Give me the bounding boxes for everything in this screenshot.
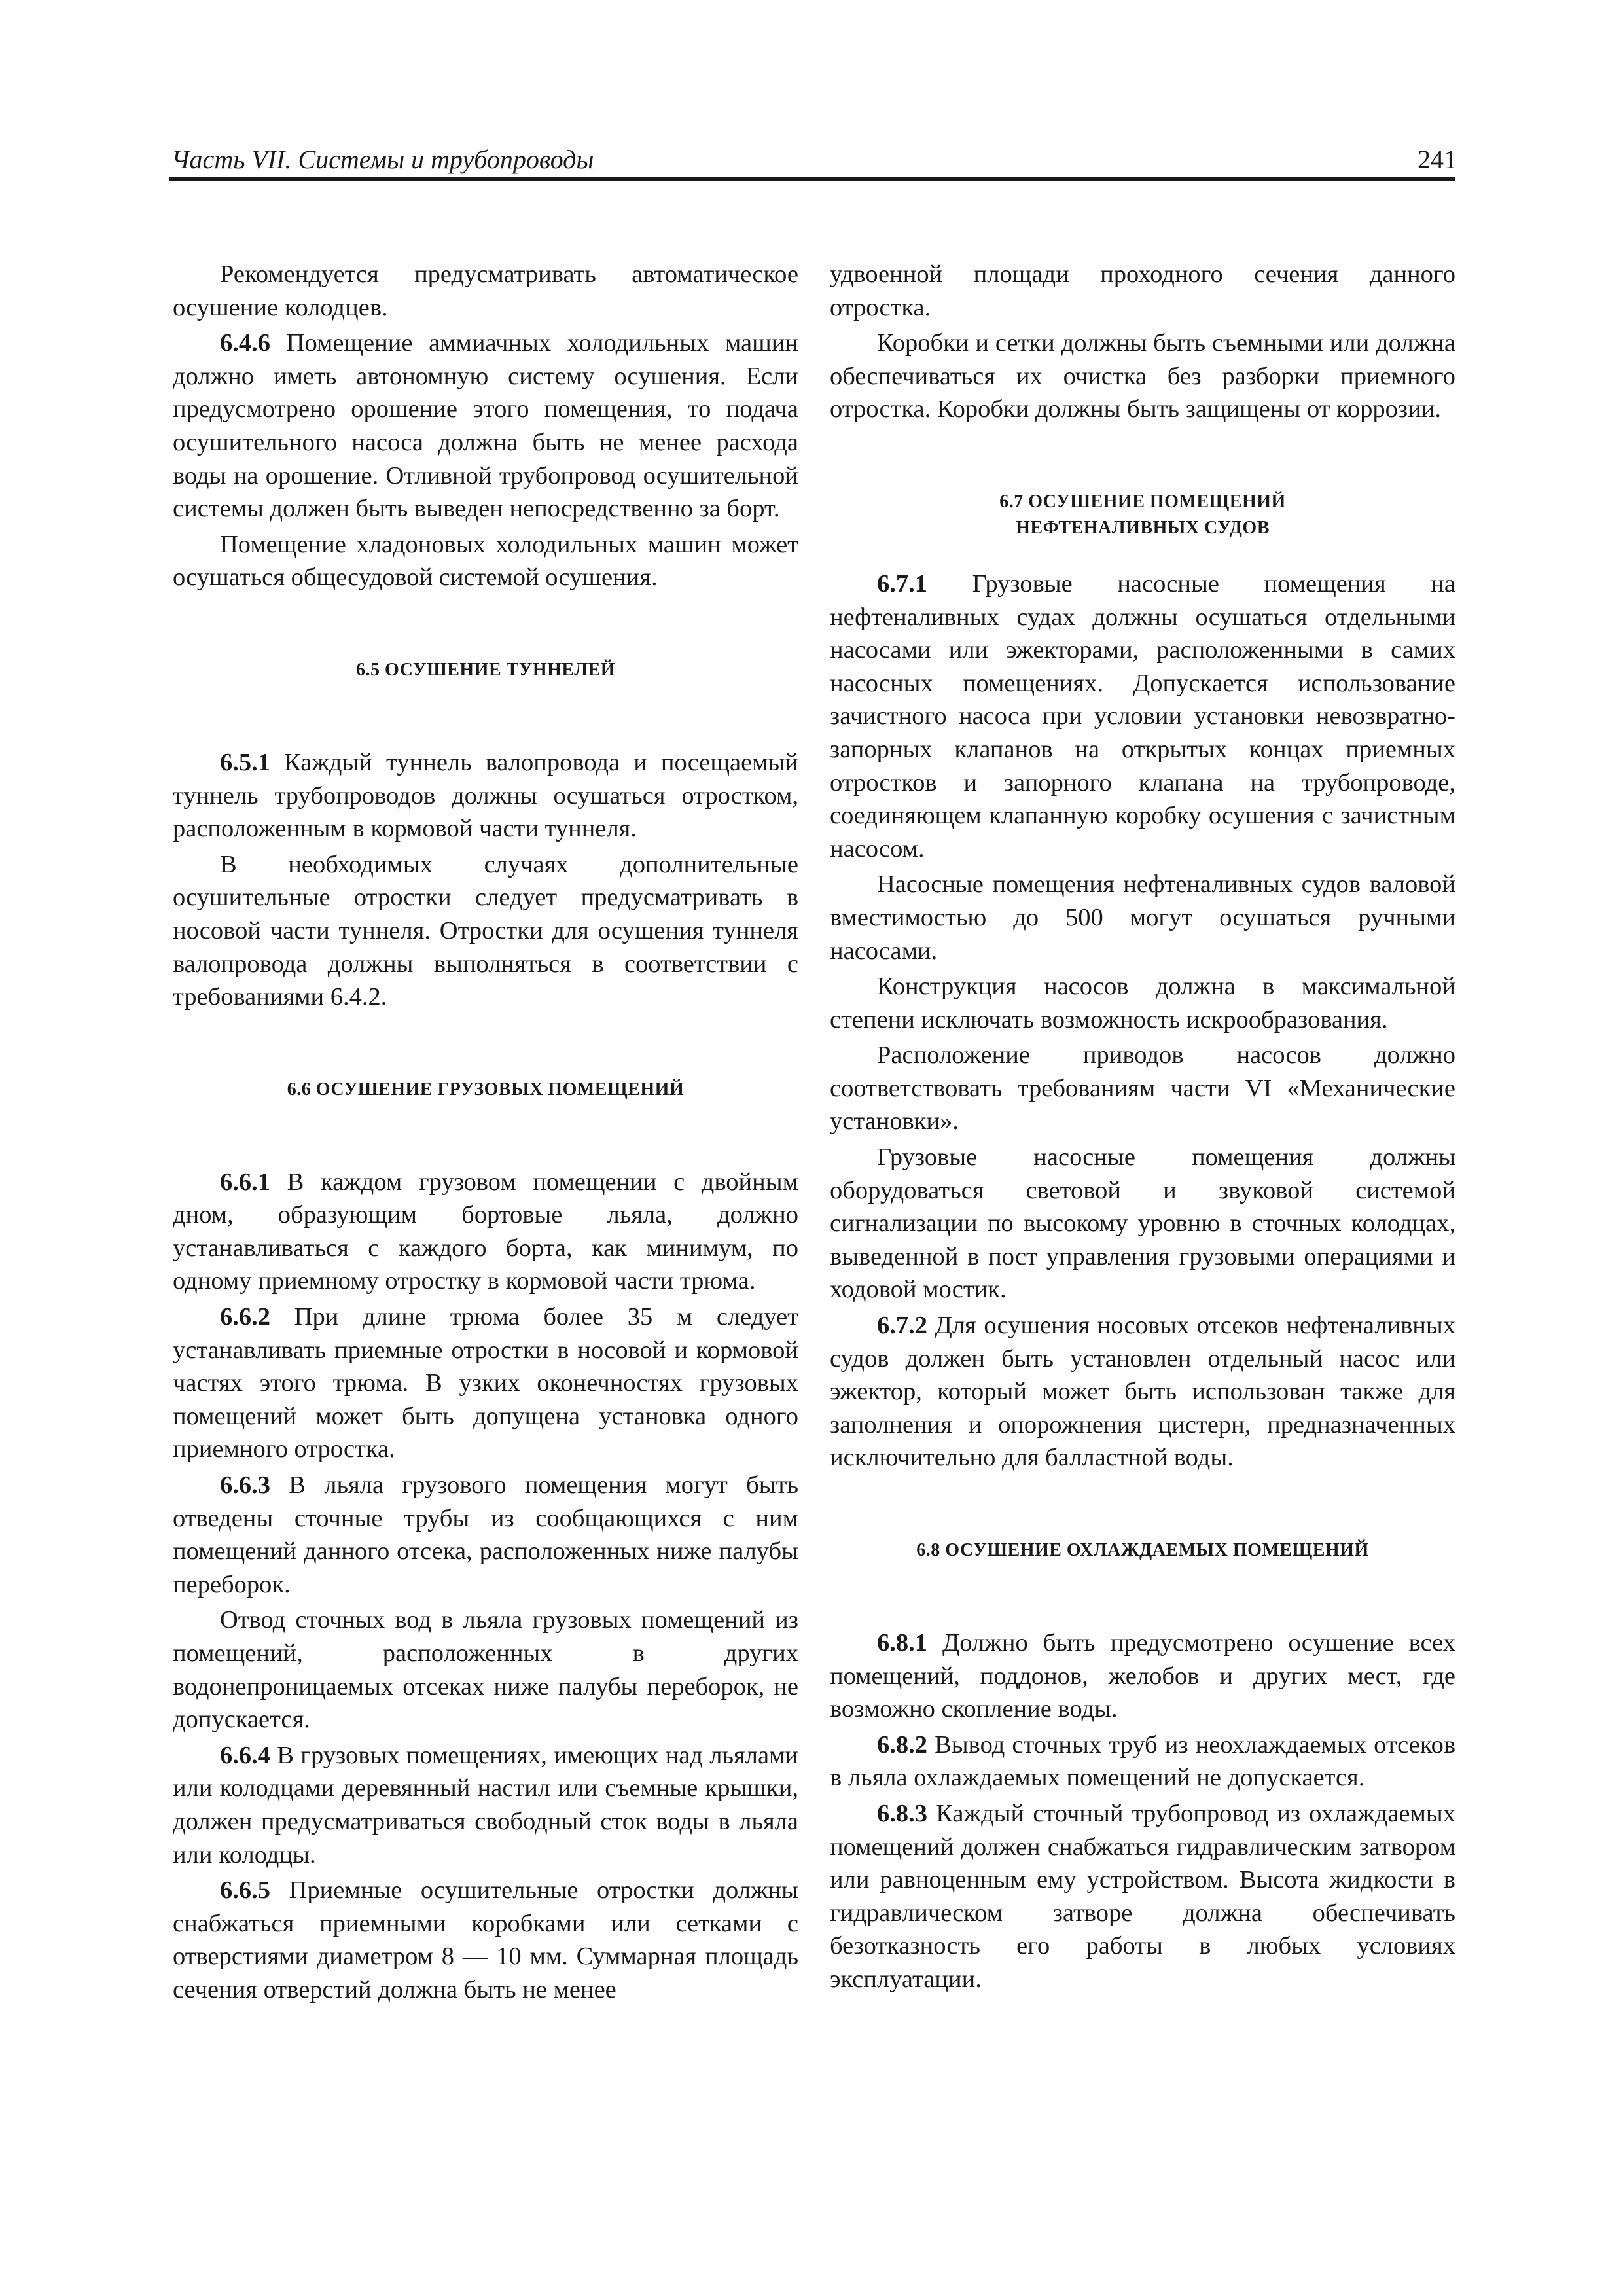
paragraph bbox=[173, 1604, 798, 1736]
paragraph-continued bbox=[830, 258, 1455, 324]
paragraph-text: В необходимых случаях дополнительные осушительные отростки следует предусматривать в носовой части туннеля. Отростки для осушения туннеля валопровода должны выполняться в соответствии с требованиями 6.4.2. bbox=[173, 850, 798, 1011]
clause-number: 6.6.2 bbox=[220, 1303, 270, 1331]
paragraph bbox=[830, 868, 1455, 967]
section-heading-6-7-line1: 6.7 ОСУШЕНИЕ ПОМЕЩЕНИЙ bbox=[999, 491, 1286, 512]
paragraph-text: В льяла грузового помещения могут быть отведены сточные трубы из сообщающихся с ним помещений данного отсека, расположенных ниже палубы переборок. bbox=[173, 1471, 798, 1598]
paragraph-text: В каждом грузовом помещении с двойным дном, образующим бортовые льяла, должно устанавливаться с каждого борта, как минимум, по одному приемному отростку в кормовой части трюма. bbox=[173, 1168, 798, 1295]
section-heading-6-8: 6.8 ОСУШЕНИЕ ОХЛАЖДАЕМЫХ ПОМЕЩЕНИЙ bbox=[916, 1540, 1369, 1560]
header-rule bbox=[169, 177, 1455, 181]
clause-number: 6.5.1 bbox=[220, 748, 270, 776]
section-heading-6-7-line2: НЕФТЕНАЛИВНЫХ СУДОВ bbox=[1016, 517, 1270, 538]
paragraph-6-5-1 bbox=[173, 746, 798, 846]
paragraph-text: В грузовых помещениях, имеющих над льялами или колодцами деревянный настил или съемные крышки, должен предусматриваться свободный сток воды в льяла или колодцы. bbox=[173, 1741, 798, 1869]
clause-number: 6.8.2 bbox=[877, 1731, 927, 1759]
right-column bbox=[830, 258, 1455, 1999]
paragraph-6-6-1 bbox=[173, 1166, 798, 1298]
paragraph-text: Грузовые насосные помещения на нефтеналивных судах должны осушаться отдельными насосами или эжекторами, расположенными в самих насосных помещениях. Допускается использование зачистного насоса при условии установки невозвратно-запорных клапанов на открытых концах приемных отростков и запорного клапана на трубопроводе, соединяющем клапанную коробку осушения с зачистным насосом. bbox=[830, 569, 1455, 863]
paragraph-text: Коробки и сетки должны быть съемными или должна обеспечиваться их очистка без разборки приемного отростка. Коробки должны быть защищены от коррозии. bbox=[830, 329, 1455, 423]
paragraph-6-8-2 bbox=[830, 1729, 1455, 1795]
left-column bbox=[173, 258, 798, 2009]
clause-number: 6.4.6 bbox=[220, 329, 270, 357]
paragraph-text: Конструкция насосов должна в максимальной степени исключать возможность искрообразования. bbox=[830, 973, 1455, 1033]
paragraph-6-6-3 bbox=[173, 1469, 798, 1601]
clause-number: 6.7.2 bbox=[877, 1312, 927, 1340]
page-number: 241 bbox=[1418, 145, 1457, 174]
clause-number: 6.8.1 bbox=[877, 1629, 927, 1657]
paragraph bbox=[173, 848, 798, 1014]
paragraph-text: удвоенной площади проходного сечения данного отростка. bbox=[830, 260, 1455, 321]
paragraph-text: Рекомендуется предусматривать автоматическое осушение колодцев. bbox=[173, 260, 798, 321]
paragraph-text: Расположение приводов насосов должно соответствовать требованиям части VI «Механические установки». bbox=[830, 1041, 1455, 1136]
clause-number: 6.7.1 bbox=[877, 569, 927, 598]
paragraph bbox=[830, 1039, 1455, 1138]
paragraph-text: Приемные осушительные отростки должны снабжаться приемными коробками или сетками с отверстиями диаметром 8 — 10 мм. Суммарная площадь сечения отверстий должна быть не менее bbox=[173, 1876, 798, 2003]
paragraph bbox=[173, 258, 798, 324]
clause-number: 6.6.5 bbox=[220, 1876, 270, 1905]
paragraph-text: Для осушения носовых отсеков нефтеналивных судов должен быть установлен отдельный насос или эжектор, который может быть использован также для заполнения и опорожнения цистерн, предназначенных исключительно для балластной воды. bbox=[830, 1312, 1455, 1472]
paragraph-text: Помещение аммиачных холодильных машин должно иметь автономную систему осушения. Если предусмотрено орошение этого помещения, то подача осушительного насоса должна быть не менее расхода воды на орошение. Отливной трубопровод осушительной системы должен быть выведен непосредственно за борт. bbox=[173, 329, 798, 523]
running-header-title: Часть VII. Системы и трубопроводы bbox=[171, 145, 594, 174]
paragraph-text: Вывод сточных труб из неохлаждаемых отсеков в льяла охлаждаемых помещений не допускается. bbox=[830, 1731, 1455, 1792]
section-heading-6-6: 6.6 ОСУШЕНИЕ ГРУЗОВЫХ ПОМЕЩЕНИЙ bbox=[287, 1079, 685, 1100]
paragraph-text: Отвод сточных вод в льяла грузовых помещений из помещений, расположенных в других водонепроницаемых отсеках ниже палубы переборок, не допускается. bbox=[173, 1606, 798, 1734]
paragraph-text: При длине трюма более 35 м следует устанавливать приемные отростки в носовой и кормовой частях этого трюма. В узких оконечностях грузовых помещений может быть допущена установка одного приемного отростка. bbox=[173, 1303, 798, 1463]
paragraph-6-7-2 bbox=[830, 1309, 1455, 1475]
paragraph bbox=[830, 970, 1455, 1036]
paragraph-text: Насосные помещения нефтеналивных судов валовой вместимостью до 500 могут осушаться ручными насосами. bbox=[830, 870, 1455, 965]
paragraph-6-6-5 bbox=[173, 1874, 798, 2006]
paragraph-text: Каждый туннель валопровода и посещаемый туннель трубопроводов должны осушаться отростком, расположенным в кормовой части туннеля. bbox=[173, 748, 798, 843]
paragraph-6-4-6 bbox=[173, 327, 798, 526]
clause-number: 6.6.4 bbox=[220, 1741, 270, 1769]
paragraph-text: Помещение хладоновых холодильных машин может осушаться общесудовой системой осушения. bbox=[173, 530, 798, 592]
paragraph-6-6-4 bbox=[173, 1739, 798, 1871]
clause-number: 6.8.3 bbox=[877, 1799, 927, 1827]
paragraph bbox=[173, 528, 798, 594]
paragraph bbox=[830, 1141, 1455, 1306]
paragraph bbox=[830, 327, 1455, 426]
paragraph-text: Грузовые насосные помещения должны оборудоваться световой и звуковой системой сигнализации по высокому уровню в сточных колодцах, выведенной в пост управления грузовыми операциями и ходовой мостик. bbox=[830, 1143, 1455, 1304]
paragraph-text: Должно быть предусмотрено осушение всех помещений, поддонов, желобов и других мест, где возможно скопление воды. bbox=[830, 1629, 1455, 1723]
section-heading-6-5: 6.5 ОСУШЕНИЕ ТУННЕЛЕЙ bbox=[355, 659, 616, 680]
paragraph-6-7-1 bbox=[830, 567, 1455, 865]
paragraph-text: Каждый сточный трубопровод из охлаждаемых помещений должен снабжаться гидравлическим затвором или равноценным ему устройством. Высота жидкости в гидравлическом затворе должна обеспечивать безотказность его работы в любых условиях эксплуатации. bbox=[830, 1799, 1455, 1993]
paragraph-6-8-3 bbox=[830, 1797, 1455, 1996]
paragraph-6-6-2 bbox=[173, 1300, 798, 1466]
clause-number: 6.6.3 bbox=[220, 1471, 270, 1499]
clause-number: 6.6.1 bbox=[220, 1168, 270, 1196]
paragraph-6-8-1 bbox=[830, 1626, 1455, 1726]
